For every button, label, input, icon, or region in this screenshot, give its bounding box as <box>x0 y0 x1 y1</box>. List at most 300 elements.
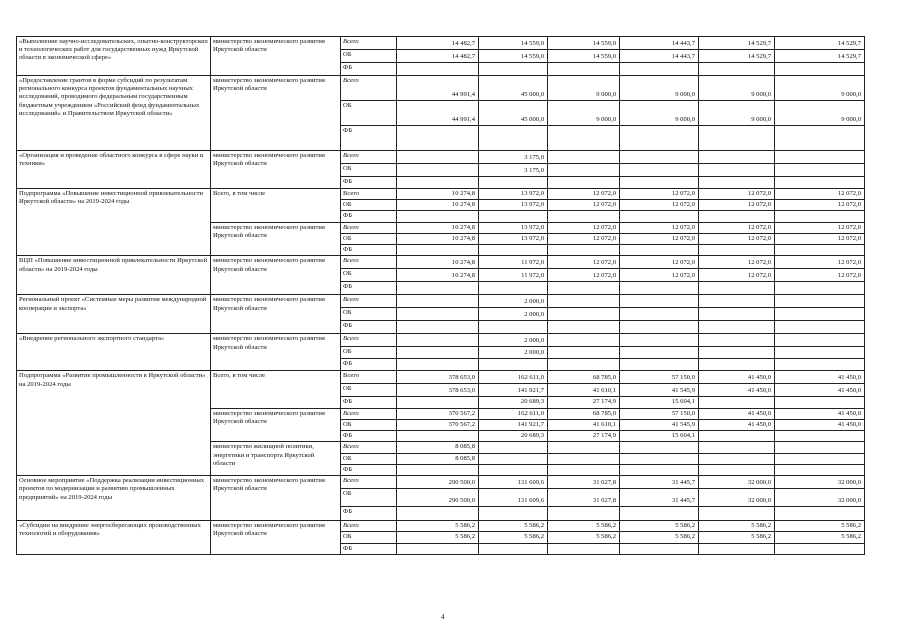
funding-source-cell: Всего <box>341 408 397 419</box>
budget-table <box>16 36 865 555</box>
amount-cell <box>699 211 775 222</box>
amount-cell <box>699 245 775 256</box>
amount-cell <box>775 453 865 464</box>
amount-cell <box>479 126 548 151</box>
funding-source-cell: Всего <box>341 334 397 347</box>
amount-cell: 2 000,0 <box>479 334 548 347</box>
amount-cell <box>699 442 775 453</box>
event-name-cell: ВЦП «Повышение инвестиционной привлекательности Иркутской области» на 2019-2024 годы <box>17 256 211 295</box>
table-row <box>17 295 865 308</box>
amount-cell <box>699 295 775 308</box>
amount-cell <box>775 321 865 334</box>
event-name-cell: Региональный проект «Системные меры развития международной кооперации и экспорта» <box>17 295 211 334</box>
amount-cell: 162 611,0 <box>479 408 548 419</box>
amount-cell: 12 072,0 <box>548 189 620 200</box>
amount-cell: 12 072,0 <box>699 222 775 233</box>
event-name-cell: Подпрограмма «Повышение инвестиционной привлекательности Иркутской области» на 2019-2024 годы <box>17 189 211 256</box>
amount-cell: 27 174,9 <box>548 397 620 408</box>
amount-cell <box>620 177 699 189</box>
funding-source-cell: Всего <box>341 151 397 164</box>
amount-cell <box>775 543 865 554</box>
amount-cell <box>397 397 479 408</box>
amount-cell: 14 529,7 <box>775 50 865 63</box>
amount-cell <box>479 245 548 256</box>
event-name-cell: «Организация и проведение областного конкурса в сфере науки и техники» <box>17 151 211 189</box>
amount-cell: 57 150,0 <box>620 408 699 419</box>
amount-cell: 5 586,2 <box>397 532 479 543</box>
amount-cell: 41 545,9 <box>620 419 699 430</box>
amount-cell: 41 610,1 <box>548 419 620 430</box>
amount-cell <box>775 126 865 151</box>
executor-cell: министерство экономического развития Иркутской области <box>211 256 341 295</box>
amount-cell: 41 450,0 <box>699 408 775 419</box>
funding-source-cell: Всего <box>341 295 397 308</box>
amount-cell: 8 085,8 <box>397 442 479 453</box>
amount-cell: 14 559,0 <box>479 50 548 63</box>
table-row <box>17 76 865 101</box>
amount-cell: 14 529,7 <box>699 37 775 50</box>
amount-cell <box>397 308 479 321</box>
amount-cell <box>775 164 865 177</box>
amount-cell: 8 085,8 <box>397 453 479 464</box>
executor-cell: министерство экономического развития Иркутской области <box>211 37 341 76</box>
amount-cell: 9 000,0 <box>775 76 865 101</box>
amount-cell <box>699 63 775 76</box>
amount-cell: 41 450,0 <box>775 384 865 397</box>
amount-cell: 12 072,0 <box>699 189 775 200</box>
amount-cell: 5 586,2 <box>699 532 775 543</box>
page-number: 4 <box>441 613 445 621</box>
amount-cell: 9 000,0 <box>620 76 699 101</box>
amount-cell <box>479 177 548 189</box>
amount-cell <box>479 321 548 334</box>
amount-cell <box>548 464 620 475</box>
amount-cell <box>699 359 775 371</box>
event-name-cell: «Внедрение регионального экспортного стандарта» <box>17 334 211 371</box>
funding-source-cell: ОБ <box>341 489 397 507</box>
amount-cell: 31 027,8 <box>548 476 620 489</box>
amount-cell: 27 174,9 <box>548 431 620 442</box>
amount-cell: 11 972,0 <box>479 269 548 282</box>
amount-cell: 13 972,0 <box>479 200 548 211</box>
table-row <box>17 476 865 489</box>
funding-source-cell: ФБ <box>341 245 397 256</box>
amount-cell: 12 072,0 <box>775 222 865 233</box>
amount-cell <box>620 543 699 554</box>
amount-cell: 5 586,2 <box>620 532 699 543</box>
funding-source-cell: ОБ <box>341 453 397 464</box>
amount-cell: 68 785,0 <box>548 408 620 419</box>
amount-cell: 14 482,7 <box>397 50 479 63</box>
amount-cell: 2 000,0 <box>479 347 548 359</box>
amount-cell: 31 445,7 <box>620 476 699 489</box>
funding-source-cell: ОБ <box>341 50 397 63</box>
amount-cell: 12 072,0 <box>699 269 775 282</box>
amount-cell: 15 604,1 <box>620 397 699 408</box>
funding-source-cell: ФБ <box>341 543 397 554</box>
amount-cell: 3 175,0 <box>479 164 548 177</box>
amount-cell: 13 972,0 <box>479 222 548 233</box>
amount-cell: 11 972,0 <box>479 256 548 269</box>
funding-source-cell: Всего <box>341 521 397 532</box>
amount-cell: 12 072,0 <box>548 233 620 244</box>
amount-cell <box>775 431 865 442</box>
amount-cell <box>775 397 865 408</box>
amount-cell <box>397 245 479 256</box>
amount-cell <box>479 543 548 554</box>
amount-cell <box>397 211 479 222</box>
amount-cell: 10 274,8 <box>397 256 479 269</box>
amount-cell <box>699 507 775 521</box>
amount-cell <box>699 464 775 475</box>
amount-cell <box>775 308 865 321</box>
amount-cell <box>548 151 620 164</box>
amount-cell: 10 274,8 <box>397 233 479 244</box>
amount-cell <box>479 359 548 371</box>
amount-cell <box>548 453 620 464</box>
amount-cell <box>775 177 865 189</box>
amount-cell: 14 443,7 <box>620 37 699 50</box>
amount-cell: 41 450,0 <box>699 371 775 384</box>
amount-cell <box>699 151 775 164</box>
amount-cell: 370 567,2 <box>397 419 479 430</box>
event-name-cell: Основное мероприятие «Поддержка реализации инвестиционных проектов по модернизации и развитию промышленных предприятий» на 2019-2024 годы <box>17 476 211 521</box>
amount-cell <box>397 295 479 308</box>
funding-source-cell: ФБ <box>341 63 397 76</box>
amount-cell <box>620 347 699 359</box>
executor-cell: министерство экономического развития Иркутской области <box>211 222 341 256</box>
amount-cell <box>620 334 699 347</box>
funding-source-cell: Всего <box>341 256 397 269</box>
amount-cell: 12 072,0 <box>620 200 699 211</box>
amount-cell <box>397 359 479 371</box>
amount-cell: 68 785,0 <box>548 371 620 384</box>
funding-source-cell: Всего <box>341 371 397 384</box>
amount-cell: 10 274,8 <box>397 189 479 200</box>
amount-cell: 9 000,0 <box>620 101 699 126</box>
amount-cell <box>699 334 775 347</box>
amount-cell: 41 450,0 <box>775 408 865 419</box>
amount-cell: 370 567,2 <box>397 408 479 419</box>
amount-cell: 41 545,9 <box>620 384 699 397</box>
amount-cell <box>479 453 548 464</box>
amount-cell <box>397 151 479 164</box>
amount-cell <box>548 177 620 189</box>
table-row <box>17 37 865 50</box>
amount-cell: 131 609,6 <box>479 489 548 507</box>
event-name-cell: «Предоставление грантов в форме субсидий по результатам регионального конкурса проектов фундаментальных научных исследований, проводимого федеральным государственным бюджетным учреждением «Российский фонд фундаментальных исследований» и Правительством Иркутской области» <box>17 76 211 151</box>
amount-cell <box>397 282 479 295</box>
amount-cell: 5 586,2 <box>548 521 620 532</box>
funding-source-cell: Всего <box>341 37 397 50</box>
amount-cell <box>548 63 620 76</box>
amount-cell <box>620 359 699 371</box>
amount-cell <box>775 63 865 76</box>
amount-cell: 12 072,0 <box>699 256 775 269</box>
amount-cell <box>699 431 775 442</box>
amount-cell: 32 000,0 <box>775 476 865 489</box>
executor-cell: министерство экономического развития Иркутской области <box>211 408 341 442</box>
amount-cell <box>397 464 479 475</box>
amount-cell <box>699 308 775 321</box>
amount-cell: 44 991,4 <box>397 101 479 126</box>
amount-cell: 5 586,2 <box>479 532 548 543</box>
amount-cell: 12 072,0 <box>620 269 699 282</box>
amount-cell: 12 072,0 <box>775 256 865 269</box>
amount-cell: 2 000,0 <box>479 308 548 321</box>
amount-cell: 13 972,0 <box>479 189 548 200</box>
funding-source-cell: ФБ <box>341 397 397 408</box>
amount-cell <box>620 453 699 464</box>
executor-cell: министерство экономического развития Иркутской области <box>211 476 341 521</box>
amount-cell: 290 500,0 <box>397 476 479 489</box>
amount-cell: 5 586,2 <box>620 521 699 532</box>
amount-cell: 41 450,0 <box>775 371 865 384</box>
amount-cell <box>548 126 620 151</box>
funding-source-cell: ОБ <box>341 164 397 177</box>
amount-cell: 378 653,0 <box>397 384 479 397</box>
amount-cell <box>548 442 620 453</box>
amount-cell <box>548 245 620 256</box>
amount-cell: 57 150,0 <box>620 371 699 384</box>
amount-cell <box>397 431 479 442</box>
amount-cell <box>397 126 479 151</box>
table-row <box>17 189 865 200</box>
amount-cell <box>620 245 699 256</box>
funding-source-cell: ФБ <box>341 359 397 371</box>
amount-cell: 9 000,0 <box>548 101 620 126</box>
table-row <box>17 334 865 347</box>
funding-source-cell: ОБ <box>341 269 397 282</box>
amount-cell: 12 072,0 <box>775 269 865 282</box>
amount-cell <box>620 321 699 334</box>
funding-source-cell: Всего <box>341 442 397 453</box>
amount-cell <box>699 543 775 554</box>
amount-cell: 12 072,0 <box>699 233 775 244</box>
executor-cell: министерство экономического развития Иркутской области <box>211 334 341 371</box>
amount-cell: 14 529,7 <box>699 50 775 63</box>
amount-cell: 12 072,0 <box>548 269 620 282</box>
funding-source-cell: Всего <box>341 189 397 200</box>
amount-cell: 2 000,0 <box>479 295 548 308</box>
amount-cell: 45 000,0 <box>479 76 548 101</box>
amount-cell: 41 450,0 <box>775 419 865 430</box>
amount-cell: 31 445,7 <box>620 489 699 507</box>
amount-cell <box>548 507 620 521</box>
funding-source-cell: ФБ <box>341 507 397 521</box>
funding-source-cell: Всего <box>341 222 397 233</box>
amount-cell <box>699 126 775 151</box>
funding-source-cell: ОБ <box>341 233 397 244</box>
amount-cell: 14 559,0 <box>548 50 620 63</box>
amount-cell <box>479 464 548 475</box>
amount-cell <box>479 63 548 76</box>
funding-source-cell: ФБ <box>341 211 397 222</box>
amount-cell: 32 000,0 <box>699 476 775 489</box>
amount-cell: 45 000,0 <box>479 101 548 126</box>
table-row <box>17 151 865 164</box>
table-row <box>17 371 865 384</box>
amount-cell: 14 443,7 <box>620 50 699 63</box>
amount-cell <box>479 211 548 222</box>
amount-cell: 141 921,7 <box>479 384 548 397</box>
amount-cell: 10 274,8 <box>397 200 479 211</box>
table-row <box>17 521 865 532</box>
funding-source-cell: ФБ <box>341 431 397 442</box>
amount-cell: 9 000,0 <box>775 101 865 126</box>
amount-cell: 14 482,7 <box>397 37 479 50</box>
executor-cell: министерство жилищной политики, энергетики и транспорта Иркутской области <box>211 442 341 476</box>
amount-cell: 13 972,0 <box>479 233 548 244</box>
funding-source-cell: ОБ <box>341 200 397 211</box>
funding-source-cell: ОБ <box>341 101 397 126</box>
funding-source-cell: ОБ <box>341 347 397 359</box>
amount-cell: 12 072,0 <box>548 200 620 211</box>
amount-cell: 5 586,2 <box>775 521 865 532</box>
amount-cell <box>397 63 479 76</box>
amount-cell: 20 689,3 <box>479 397 548 408</box>
funding-source-cell: Всего <box>341 76 397 101</box>
amount-cell: 5 586,2 <box>548 532 620 543</box>
amount-cell: 5 586,2 <box>479 521 548 532</box>
amount-cell: 41 610,1 <box>548 384 620 397</box>
amount-cell: 32 000,0 <box>699 489 775 507</box>
amount-cell <box>699 453 775 464</box>
amount-cell: 12 072,0 <box>775 200 865 211</box>
amount-cell: 10 274,8 <box>397 269 479 282</box>
funding-source-cell: ФБ <box>341 177 397 189</box>
amount-cell <box>775 295 865 308</box>
amount-cell: 162 611,0 <box>479 371 548 384</box>
amount-cell <box>699 321 775 334</box>
amount-cell: 12 072,0 <box>699 200 775 211</box>
funding-source-cell: ОБ <box>341 419 397 430</box>
amount-cell <box>699 347 775 359</box>
amount-cell <box>620 63 699 76</box>
amount-cell: 12 072,0 <box>775 189 865 200</box>
event-name-cell: «Субсидии на внедрение энергосберегающих производственных технологий и оборудования» <box>17 521 211 555</box>
amount-cell: 12 072,0 <box>548 222 620 233</box>
amount-cell <box>775 245 865 256</box>
amount-cell <box>479 282 548 295</box>
amount-cell: 5 586,2 <box>775 532 865 543</box>
amount-cell <box>548 543 620 554</box>
amount-cell: 14 529,7 <box>775 37 865 50</box>
amount-cell <box>775 347 865 359</box>
amount-cell: 9 000,0 <box>699 76 775 101</box>
executor-cell: министерство экономического развития Иркутской области <box>211 521 341 555</box>
amount-cell: 131 609,6 <box>479 476 548 489</box>
amount-cell <box>397 543 479 554</box>
executor-cell: министерство экономического развития Иркутской области <box>211 151 341 189</box>
amount-cell: 141 921,7 <box>479 419 548 430</box>
amount-cell <box>620 211 699 222</box>
event-name-cell: «Выполнение научно-исследовательских, опытно-конструкторских и технологических работ для государственных нужд Иркутской области в экономической сфере» <box>17 37 211 76</box>
amount-cell <box>620 464 699 475</box>
amount-cell <box>548 347 620 359</box>
funding-source-cell: ФБ <box>341 282 397 295</box>
amount-cell <box>548 308 620 321</box>
amount-cell <box>548 282 620 295</box>
amount-cell <box>775 359 865 371</box>
executor-cell: министерство экономического развития Иркутской области <box>211 295 341 334</box>
amount-cell <box>699 177 775 189</box>
amount-cell <box>699 282 775 295</box>
amount-cell <box>548 164 620 177</box>
table-row <box>17 256 865 269</box>
amount-cell: 12 072,0 <box>620 189 699 200</box>
table-body <box>17 37 865 555</box>
amount-cell <box>620 295 699 308</box>
amount-cell <box>397 321 479 334</box>
amount-cell: 10 274,8 <box>397 222 479 233</box>
amount-cell: 5 586,2 <box>699 521 775 532</box>
amount-cell: 3 175,0 <box>479 151 548 164</box>
amount-cell: 14 559,0 <box>479 37 548 50</box>
funding-source-cell: Всего <box>341 476 397 489</box>
amount-cell <box>479 442 548 453</box>
amount-cell: 12 072,0 <box>620 256 699 269</box>
amount-cell <box>397 507 479 521</box>
amount-cell <box>699 164 775 177</box>
amount-cell: 12 072,0 <box>620 222 699 233</box>
executor-cell: Всего, в том числе <box>211 189 341 223</box>
amount-cell <box>397 334 479 347</box>
amount-cell <box>548 295 620 308</box>
amount-cell <box>548 359 620 371</box>
funding-source-cell: ОБ <box>341 384 397 397</box>
amount-cell <box>397 164 479 177</box>
funding-source-cell: ФБ <box>341 464 397 475</box>
amount-cell: 41 450,0 <box>699 419 775 430</box>
amount-cell <box>620 164 699 177</box>
amount-cell: 32 000,0 <box>775 489 865 507</box>
amount-cell <box>620 126 699 151</box>
amount-cell: 20 689,3 <box>479 431 548 442</box>
amount-cell <box>775 442 865 453</box>
amount-cell <box>548 334 620 347</box>
amount-cell: 378 653,0 <box>397 371 479 384</box>
event-name-cell: Подпрограмма «Развитие промышленности в Иркутской области» на 2019-2024 годы <box>17 371 211 476</box>
amount-cell: 41 450,0 <box>699 384 775 397</box>
amount-cell <box>620 507 699 521</box>
amount-cell: 12 072,0 <box>548 256 620 269</box>
amount-cell <box>620 151 699 164</box>
funding-source-cell: ОБ <box>341 308 397 321</box>
funding-source-cell: ФБ <box>341 126 397 151</box>
amount-cell: 31 027,8 <box>548 489 620 507</box>
amount-cell <box>775 464 865 475</box>
funding-source-cell: ФБ <box>341 321 397 334</box>
amount-cell <box>479 507 548 521</box>
amount-cell <box>548 211 620 222</box>
amount-cell: 5 586,2 <box>397 521 479 532</box>
executor-cell: министерство экономического развития Иркутской области <box>211 76 341 151</box>
funding-source-cell: ОБ <box>341 532 397 543</box>
amount-cell <box>775 211 865 222</box>
amount-cell: 9 000,0 <box>548 76 620 101</box>
amount-cell: 14 559,0 <box>548 37 620 50</box>
amount-cell <box>620 282 699 295</box>
amount-cell: 44 991,4 <box>397 76 479 101</box>
amount-cell: 12 072,0 <box>775 233 865 244</box>
amount-cell: 15 604,1 <box>620 431 699 442</box>
amount-cell <box>397 347 479 359</box>
amount-cell <box>699 397 775 408</box>
amount-cell <box>775 282 865 295</box>
amount-cell <box>548 321 620 334</box>
amount-cell: 9 000,0 <box>699 101 775 126</box>
